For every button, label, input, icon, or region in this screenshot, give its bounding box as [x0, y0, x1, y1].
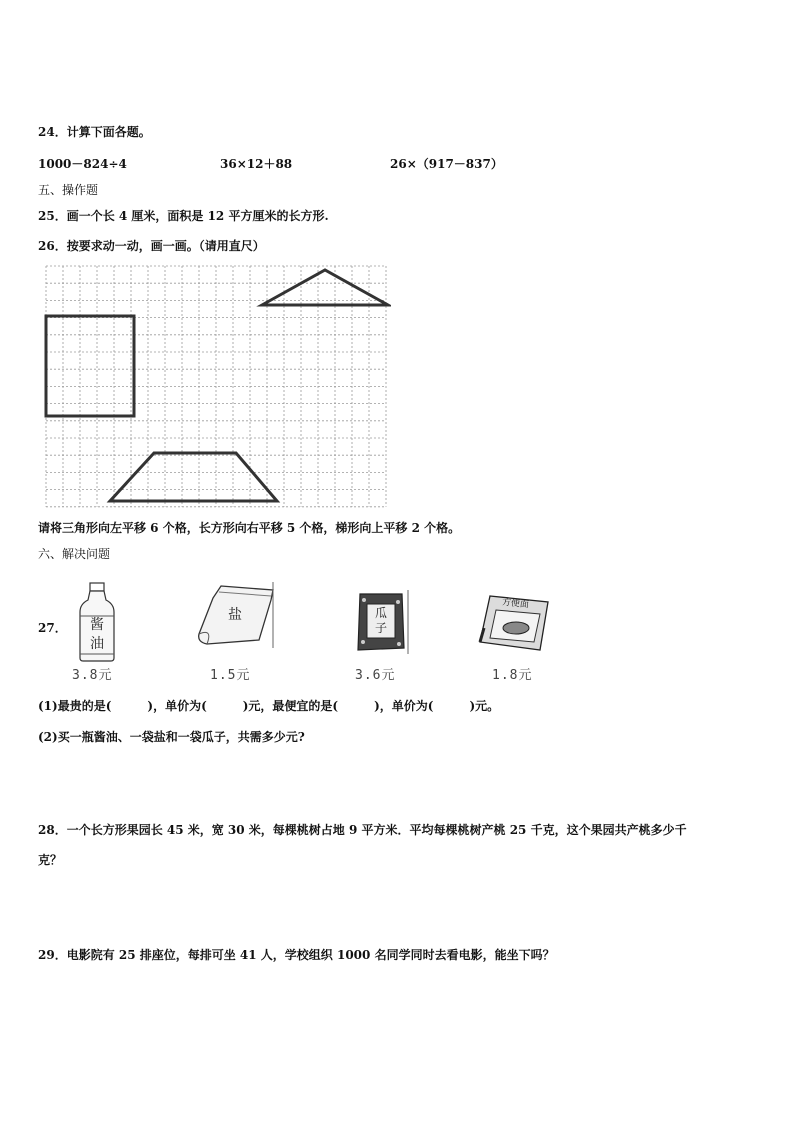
- q27-sub1-part-d: )，单价为(: [374, 699, 434, 713]
- q24-expr-1: 1000－824÷4: [38, 157, 127, 171]
- melon-seeds-label: 瓜子: [374, 606, 387, 635]
- q26-instruction: 请将三角形向左平移 6 个格，长方形向右平移 5 个格，梯形向上平移 2 个格。: [38, 521, 461, 535]
- q24-expr-2: 36×12＋88: [220, 157, 293, 171]
- q27-sub1: [38, 698, 499, 714]
- soy-sauce-price: 3.8元: [72, 668, 113, 683]
- melon-seeds-item: [352, 590, 410, 654]
- soy-sauce-label: 酱油: [90, 617, 104, 652]
- q24-title: 24．计算下面各题。: [38, 125, 151, 139]
- q27-number: 27．: [38, 621, 67, 635]
- salt-item: [193, 582, 279, 652]
- section-5-heading: 五、操作题: [38, 183, 99, 197]
- melon-seeds-price: 3.6元: [355, 668, 396, 683]
- q26-title: 26．按要求动一动，画一画。（请用直尺）: [38, 239, 265, 253]
- salt-price: 1.5元: [210, 668, 251, 683]
- q25-text: 25．画一个长 4 厘米，面积是 12 平方厘米的长方形.: [38, 209, 329, 223]
- q28-line-1: 28．一个长方形果园长 45 米，宽 30 米，每棵桃树占地 9 平方米．平均每棵桃树产桃 25 千克，这个果园共产桃多少千: [38, 823, 687, 837]
- q27-sub2: (2)买一瓶酱油、一袋盐和一袋瓜子，共需多少元?: [38, 730, 305, 744]
- rectangle-shape: [46, 316, 134, 416]
- salt-label: 盐: [228, 607, 242, 623]
- q28-line-2: 克？: [38, 853, 63, 867]
- trapezoid-shape: [110, 453, 277, 501]
- section-6-heading: 六、解决问题: [38, 547, 111, 561]
- q27-sub1-part-e: )元。: [469, 699, 500, 713]
- q27-sub1-part-c: )元，最便宜的是(: [242, 699, 339, 713]
- q24-expr-3: 26×（917－837）: [390, 157, 503, 171]
- grid-svg: [43, 263, 391, 508]
- q29-text: 29．电影院有 25 排座位，每排可坐 41 人，学校组织 1000 名同学同时去看电影，能坐下吗？: [38, 948, 555, 962]
- instant-noodles-label: 方便面: [501, 597, 530, 611]
- q27-sub1-part-a: (1)最贵的是(: [38, 699, 112, 713]
- instant-noodles-item: [474, 592, 554, 654]
- instant-noodles-price: 1.8元: [492, 668, 533, 683]
- translation-grid: [43, 263, 391, 512]
- q27-sub1-part-b: )，单价为(: [147, 699, 207, 713]
